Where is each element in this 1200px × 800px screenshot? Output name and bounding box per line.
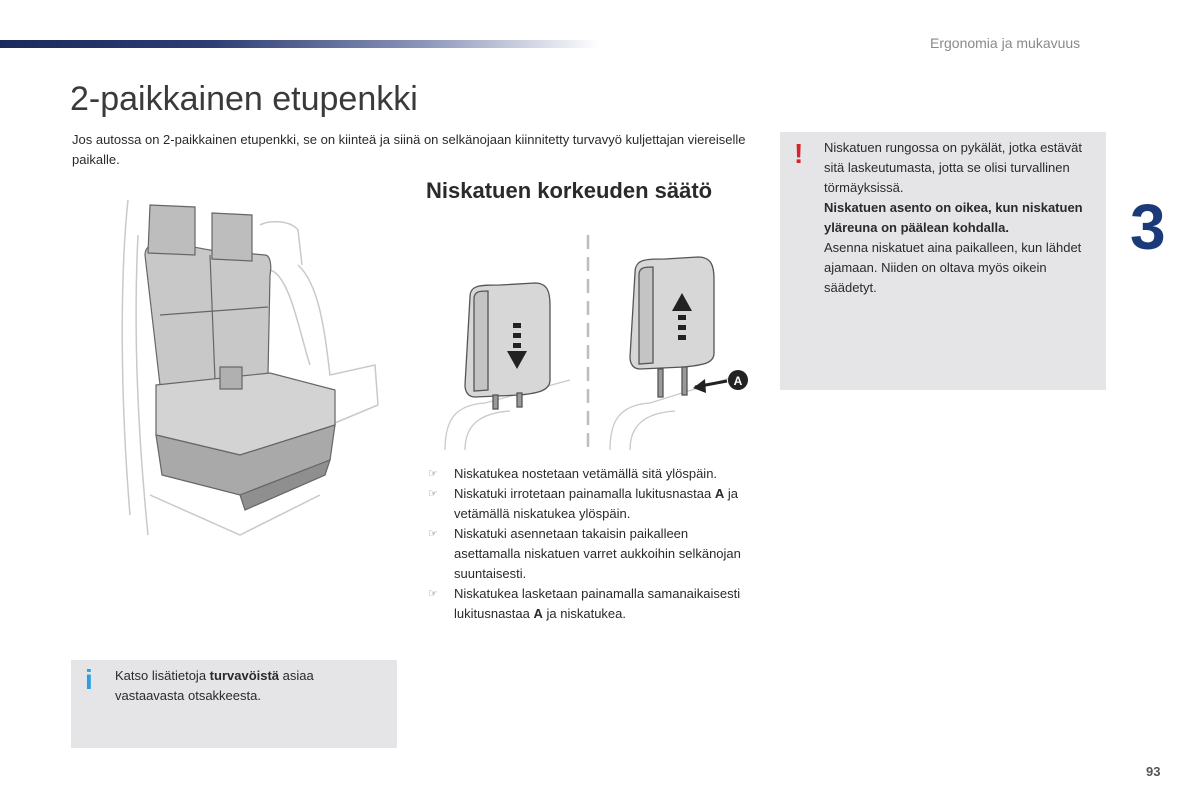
pin-a-label: A [733,374,743,388]
info-icon: i [85,664,93,695]
intro-paragraph: Jos autossa on 2-paikkainen etupenkki, se on kiinteä ja siinä on selkänojaan kiinnitetty turvavyö kuljettajan viereiselle paikalle. [72,132,746,167]
pointing-hand-icon: ☞ [428,468,438,480]
list-item: ☞ Niskatuki asennetaan takaisin paikalleen asettamalla niskatuen varret aukkoihin selkänojan suuntaisesti. [428,526,741,581]
pointing-hand-icon: ☞ [428,528,438,540]
bench-seat-illustration [120,195,390,545]
info-text: Katso lisätietoja turvavöistä asiaa vastaavasta otsakkeesta. [115,668,314,703]
chapter-number: 3 [1130,191,1166,263]
page-number: 93 [1146,764,1161,779]
list-item: ☞ Niskatukea nostetaan vetämällä sitä ylöspäin. [428,464,758,484]
list-item: ☞ Niskatukea lasketaan painamalla samanaikaisesti lukitusnastaa A ja niskatukea. [428,586,741,621]
warning-box [780,132,1106,390]
instruction-list [428,464,758,624]
info-box [71,660,397,748]
section-subheading: Niskatuen korkeuden säätö [426,178,713,203]
warning-text: Niskatuen rungossa on pykälät, jotka estävät sitä laskeutumasta, jotta se olisi turvallinen törmäyksissä. Niskatuen asento on oikea, kun niskatuen yläreuna on päälean kohdalla. Asenna niskatuet aina paikalleen, kun lähdet ajamaan. Niiden on oltava myös oikein säädetyt. [824,140,1083,295]
pointing-hand-icon: ☞ [428,488,438,500]
list-item: ☞ Niskatuki irrotetaan painamalla lukitusnastaa A ja vetämällä niskatukea ylöspäin. [428,486,738,521]
warning-icon: ! [794,138,804,169]
pointing-hand-icon: ☞ [428,588,438,600]
page-title: 2-paikkainen etupenkki [70,80,418,118]
headrest-adjust-illustration [440,235,760,450]
section-label: Ergonomia ja mukavuus [930,35,1081,51]
header-accent-bar [0,40,600,48]
